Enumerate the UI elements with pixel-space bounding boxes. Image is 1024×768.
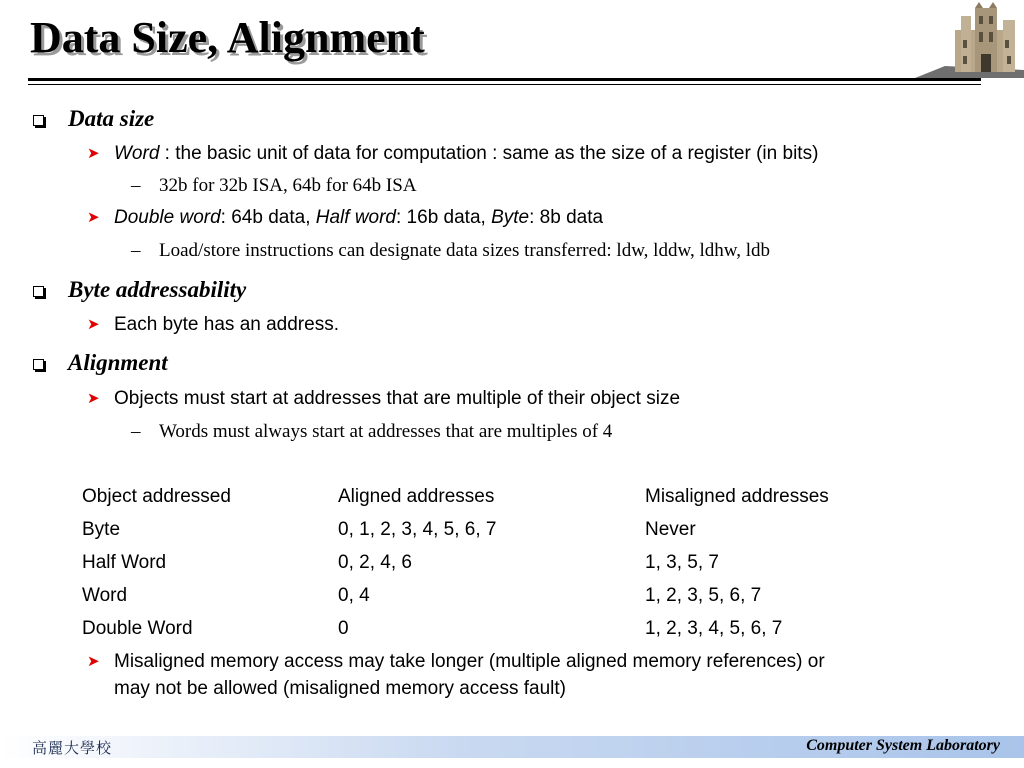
table-cell: 0, 2, 4, 6 [338, 552, 412, 573]
table-cell: 1, 3, 5, 7 [645, 552, 719, 573]
arrow-bullet-icon: ➤ [87, 390, 100, 407]
heading-alignment: Alignment [68, 350, 168, 375]
table-cell: Byte [82, 519, 121, 540]
footer-band [0, 736, 1024, 758]
each-byte-text: Each byte has an address. [114, 314, 339, 335]
bits-text: 32b for 32b ISA, 64b for 64b ISA [159, 175, 417, 196]
slide-title: Data Size, Alignment [30, 13, 425, 62]
arrow-bullet-icon: ➤ [87, 209, 100, 226]
university-building-icon [915, 0, 1024, 78]
arrow-bullet-icon: ➤ [87, 653, 100, 670]
misaligned-line-1: Misaligned memory access may take longer (multiple aligned memory references) or [114, 651, 825, 672]
table-header: Object addressed [82, 486, 231, 507]
table-header: Misaligned addresses [645, 486, 829, 507]
square-bullet-icon [33, 357, 44, 373]
table-cell: Double Word [82, 618, 193, 639]
data-size-definitions: Double word: 64b data, Half word: 16b data, Byte: 8b data [114, 207, 604, 228]
dash-bullet: – [131, 240, 141, 261]
table-cell: 0, 4 [338, 585, 370, 606]
lab-name: Computer System Laboratory [806, 737, 1000, 754]
table-cell: Never [645, 519, 696, 540]
title-rule-thick [28, 78, 981, 81]
arrow-bullet-icon: ➤ [87, 316, 100, 333]
words-text: Words must always start at addresses that are multiples of 4 [159, 421, 613, 442]
table-cell: 0, 1, 2, 3, 4, 5, 6, 7 [338, 519, 497, 540]
loadstore-text: Load/store instructions can designate data sizes transferred: ldw, lddw, ldhw, ldb [159, 240, 770, 261]
arrow-bullet-icon: ➤ [87, 145, 100, 162]
table-cell: 1, 2, 3, 5, 6, 7 [645, 585, 762, 606]
square-bullet-icon [33, 284, 44, 300]
university-logo-text: 高麗大學校 [32, 740, 113, 757]
title-rule-thin [28, 84, 981, 85]
heading-data-size: Data size [68, 106, 155, 131]
table-cell: 0 [338, 618, 349, 639]
table-header: Aligned addresses [338, 486, 495, 507]
dash-bullet: – [131, 421, 141, 442]
heading-byte-addressability: Byte addressability [68, 277, 247, 302]
objects-text: Objects must start at addresses that are multiple of their object size [114, 388, 681, 409]
word-definition: Word : the basic unit of data for computation : same as the size of a register (in bits) [114, 143, 819, 164]
square-bullet-icon [33, 113, 44, 129]
misaligned-line-2: may not be allowed (misaligned memory access fault) [114, 678, 566, 699]
table-cell: Word [82, 585, 128, 606]
table-cell: Half Word [82, 552, 167, 573]
dash-bullet: – [131, 175, 141, 196]
table-cell: 1, 2, 3, 4, 5, 6, 7 [645, 618, 783, 639]
